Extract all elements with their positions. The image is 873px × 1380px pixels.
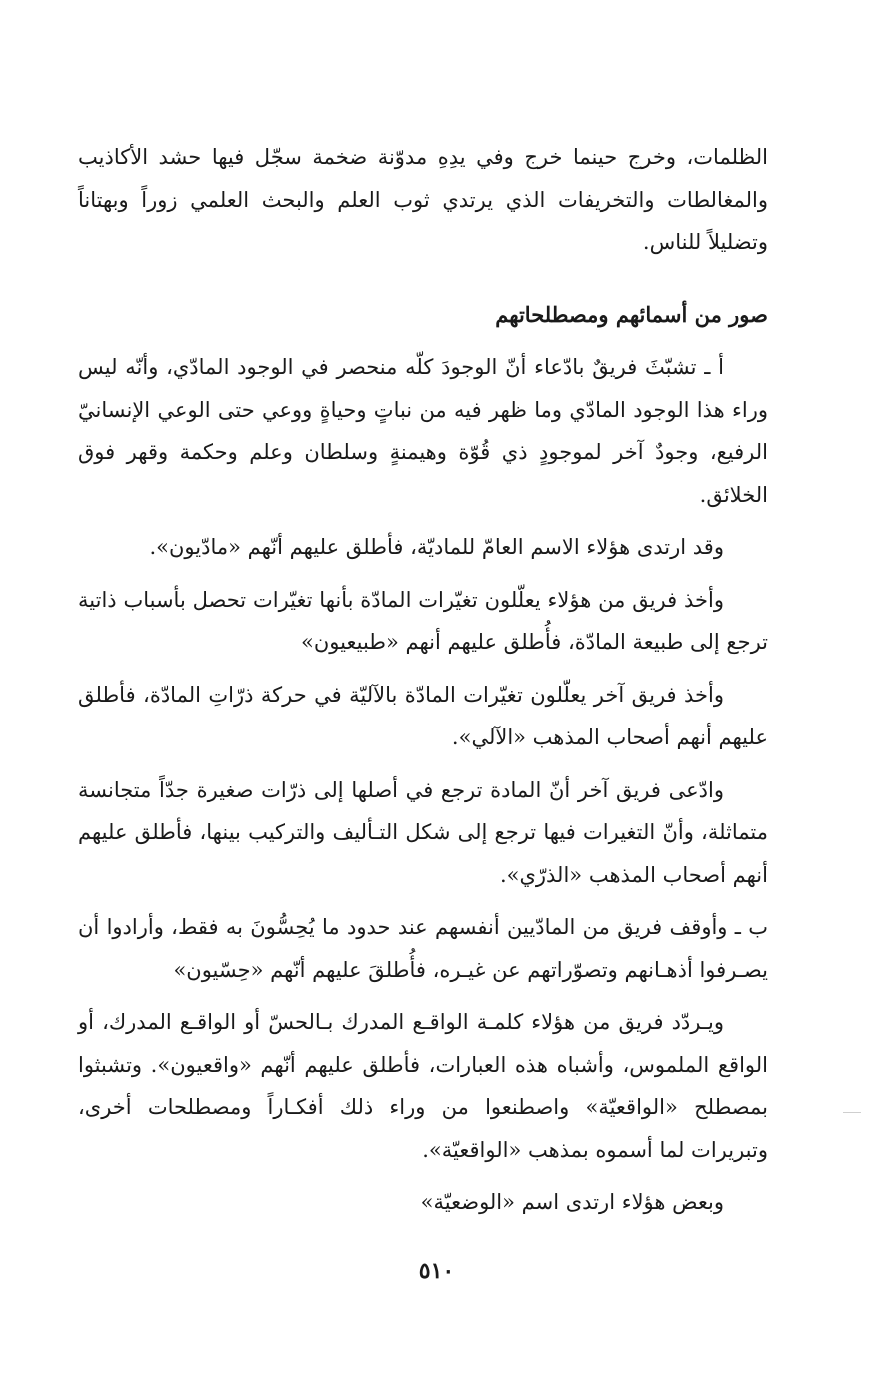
section-heading: صور من أسمائهم ومصطلحاتهم (495, 301, 768, 327)
paragraph-positivists: وبعض هؤلاء ارتدى اسم «الوضعيّة» (420, 1190, 724, 1214)
margin-mark (843, 1112, 861, 1113)
paragraph-naturalists: وأخذ فريق من هؤلاء يعلّلون تغيّرات المادّة بأنها تغيّرات تحصل بأسباب ذاتية ترجع إلى طبيعة المادّة، فأُطلق عليهم أنهم «طبيعيون» (78, 587, 768, 654)
intro-paragraph: الظلمات، وخرج حينما خرج وفي يدِهِ مدوّنة ضخمة سجّل فيها حشد الأكاذيب والمغالطات والتخريفات الذي يرتدي ثوب العلم والبحث العلمي زوراً وبهتاناً وتضليلاً للناس. (78, 145, 768, 254)
page-body (78, 136, 768, 1224)
paragraph-materialists: وقد ارتدى هؤلاء الاسم العامّ للماديّة، فأطلق عليهم أنّهم «مادّيون». (149, 535, 724, 559)
paragraph-realists: ويـردّد فريق من هؤلاء كلمـة الواقـع المدرك بـالحسّ أو الواقـع المدرك، أو الواقع الملموس، وأشباه هذه العبارات، فأطلق عليهم أنّهم «واقعيون». وتشبثوا بمصطلح «الواقعيّة» واصطنعوا من وراء ذلك أفكـاراً ومصطلحات أخرى، وتبريرات لما أسموه بمذهب «الواقعيّة». (78, 1010, 768, 1162)
page-number: ٥١٠ (418, 1258, 455, 1284)
paragraph-sensualists: ب ـ وأوقف فريق من المادّيين أنفسهم عند حدود ما يُحِسُّونَ به فقط، وأرادوا أن يصـرفوا أذهـانهم وتصوّراتهم عن غيـره، فأُطلقَ عليهم أنّهم «حِسّيون» (78, 915, 768, 982)
paragraph-atomists: وادّعى فريق آخر أنّ المادة ترجع في أصلها إلى ذرّات صغيرة جدّاً متجانسة متماثلة، وأنّ التغيرات فيها ترجع إلى شكل التـأليف والتركيب بينها، فأطلق عليهم أنهم أصحاب المذهب «الذرّي». (78, 777, 768, 887)
paragraph-mechanists: وأخذ فريق آخر يعلّلون تغيّرات المادّة بالآليّة في حركة ذرّاتِ المادّة، فأطلق عليهم أنهم أصحاب المذهب «الآلي». (78, 682, 768, 749)
paragraph-materialism-claim: أ ـ تشبّثَ فريقٌ بادّعاء أنّ الوجودَ كلّه منحصر في الوجود المادّي، وأنّه ليس وراء هذا الوجود المادّي وما ظهر فيه من نباتٍ وحياةٍ ووعي حتى الوعي الإنسانيّ الرفيع، وجودٌ آخر لموجودٍ ذي قُوّة وهيمنةٍ وسلطان وعلم وحكمة وقهر فوق الخلائق. (78, 355, 768, 507)
